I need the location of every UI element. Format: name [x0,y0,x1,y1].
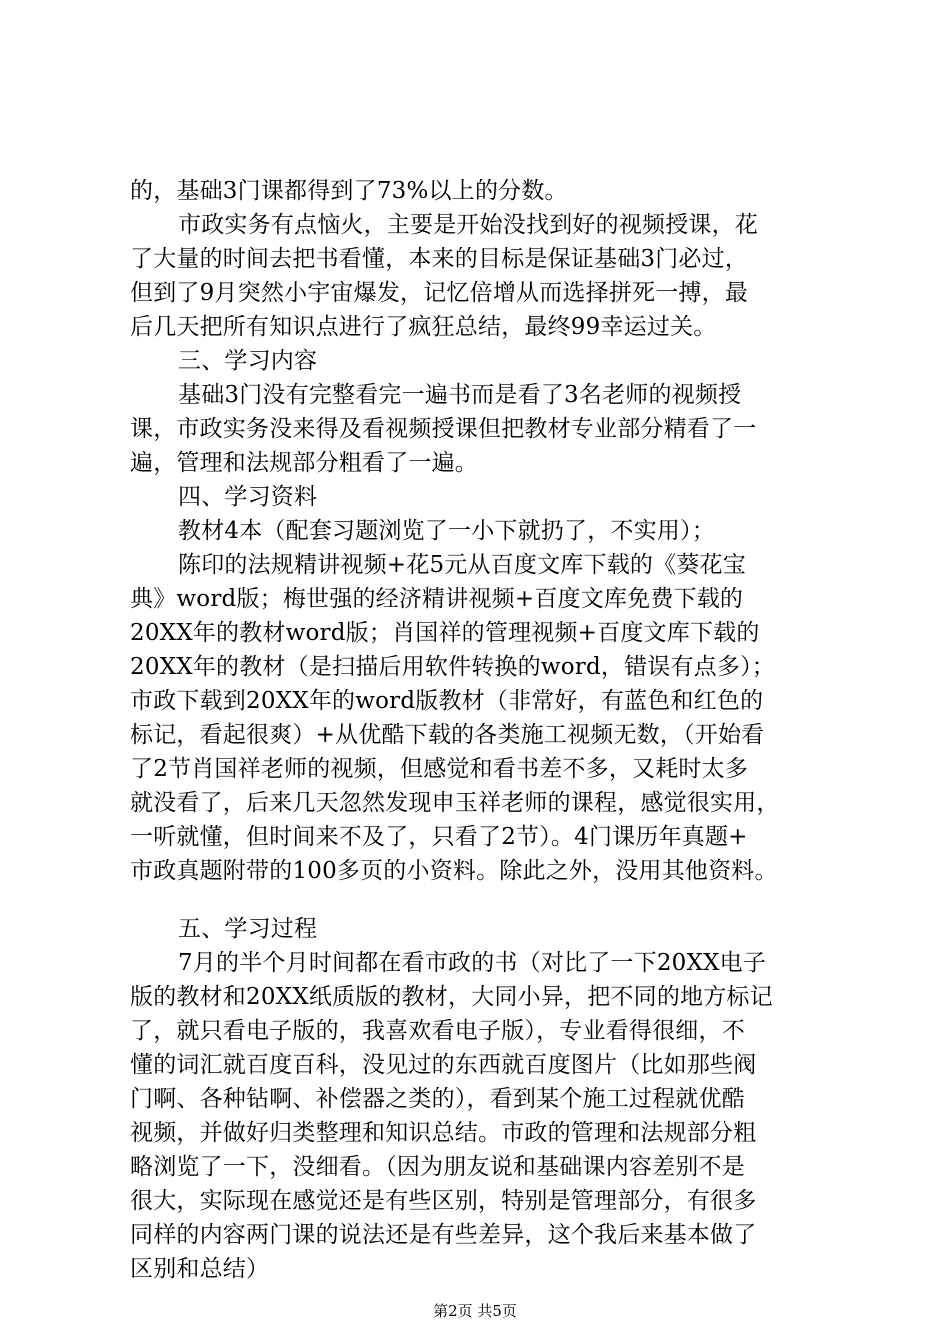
text-line: 后几天把所有知识点进行了疯狂总结，最终99幸运过关。 [130,314,717,340]
section-heading: 四、学习资料 [178,484,318,510]
page-number: 第2页 共5页 [433,1302,517,1320]
text-line: 20XX年的教材（是扫描后用软件转换的word，错误有点多）； [130,654,775,680]
text-line: 市政下载到20XX年的word版教材（非常好，有蓝色和红色的 [130,688,764,714]
text-line: 懂的词汇就百度百科，没见过的东西就百度图片（比如那些阀 [130,1052,757,1078]
text-line: 同样的内容两门课的说法还是有些差异，这个我后来基本做了 [130,1222,757,1248]
text-line: 典》word版；梅世强的经济精讲视频+百度文库免费下载的 [130,586,744,612]
text-line: 区别和总结） [130,1256,270,1282]
text-line: 但到了9月突然小宇宙爆发，记忆倍增从而选择拼死一搏，最 [130,280,749,306]
text-line: 了2节肖国祥老师的视频，但感觉和看书差不多，又耗时太多 [130,756,749,782]
text-line: 标记，看起很爽）+从优酷下载的各类施工视频无数，（开始看 [130,722,765,748]
text-line: 遍，管理和法规部分粗看了一遍。 [130,450,478,476]
text-line: 市政真题附带的100多页的小资料。除此之外，没用其他资料。 [130,858,778,884]
text-line: 了，就只看电子版的，我喜欢看电子版），专业看得很细，不 [130,1018,745,1044]
text-line: 了大量的时间去把书看懂，本来的目标是保证基础3门必过， [130,246,749,272]
text-line: 陈印的法规精讲视频+花5元从百度文库下载的《葵花宝 [178,552,746,578]
text-line: 视频，并做好归类整理和知识总结。市政的管理和法规部分粗 [130,1120,757,1146]
text-line: 基础3门没有完整看完一遍书而是看了3名老师的视频授 [178,382,742,408]
text-line: 7月的半个月时间都在看市政的书（对比了一下20XX电子 [178,950,767,976]
text-line: 略浏览了一下，没细看。（因为朋友说和基础课内容差别不是 [130,1154,745,1180]
text-line: 一听就懂，但时间来不及了，只看了2节）。4门课历年真题+ [130,824,748,850]
text-line: 课，市政实务没来得及看视频授课但把教材专业部分精看了一 [130,416,757,442]
section-heading: 三、学习内容 [178,348,318,374]
text-line: 版的教材和20XX纸质版的教材，大同小异，把不同的地方标记 [130,984,773,1010]
text-line: 的，基础3门课都得到了73%以上的分数。 [130,178,568,204]
text-line: 就没看了，后来几天忽然发现申玉祥老师的课程，感觉很实用， [130,790,780,816]
section-heading: 五、学习过程 [178,916,318,942]
text-line: 市政实务有点恼火，主要是开始没找到好的视频授课，花 [178,212,758,238]
text-line: 教材4本（配套习题浏览了一小下就扔了，不实用）； [178,518,715,544]
text-line: 门啊、各种钻啊、补偿器之类的），看到某个施工过程就优酷 [130,1086,745,1112]
text-line: 很大，实际现在感觉还是有些区别，特别是管理部分，有很多 [130,1188,757,1214]
text-line: 20XX年的教材word版；肖国祥的管理视频+百度文库下载的 [130,620,760,646]
